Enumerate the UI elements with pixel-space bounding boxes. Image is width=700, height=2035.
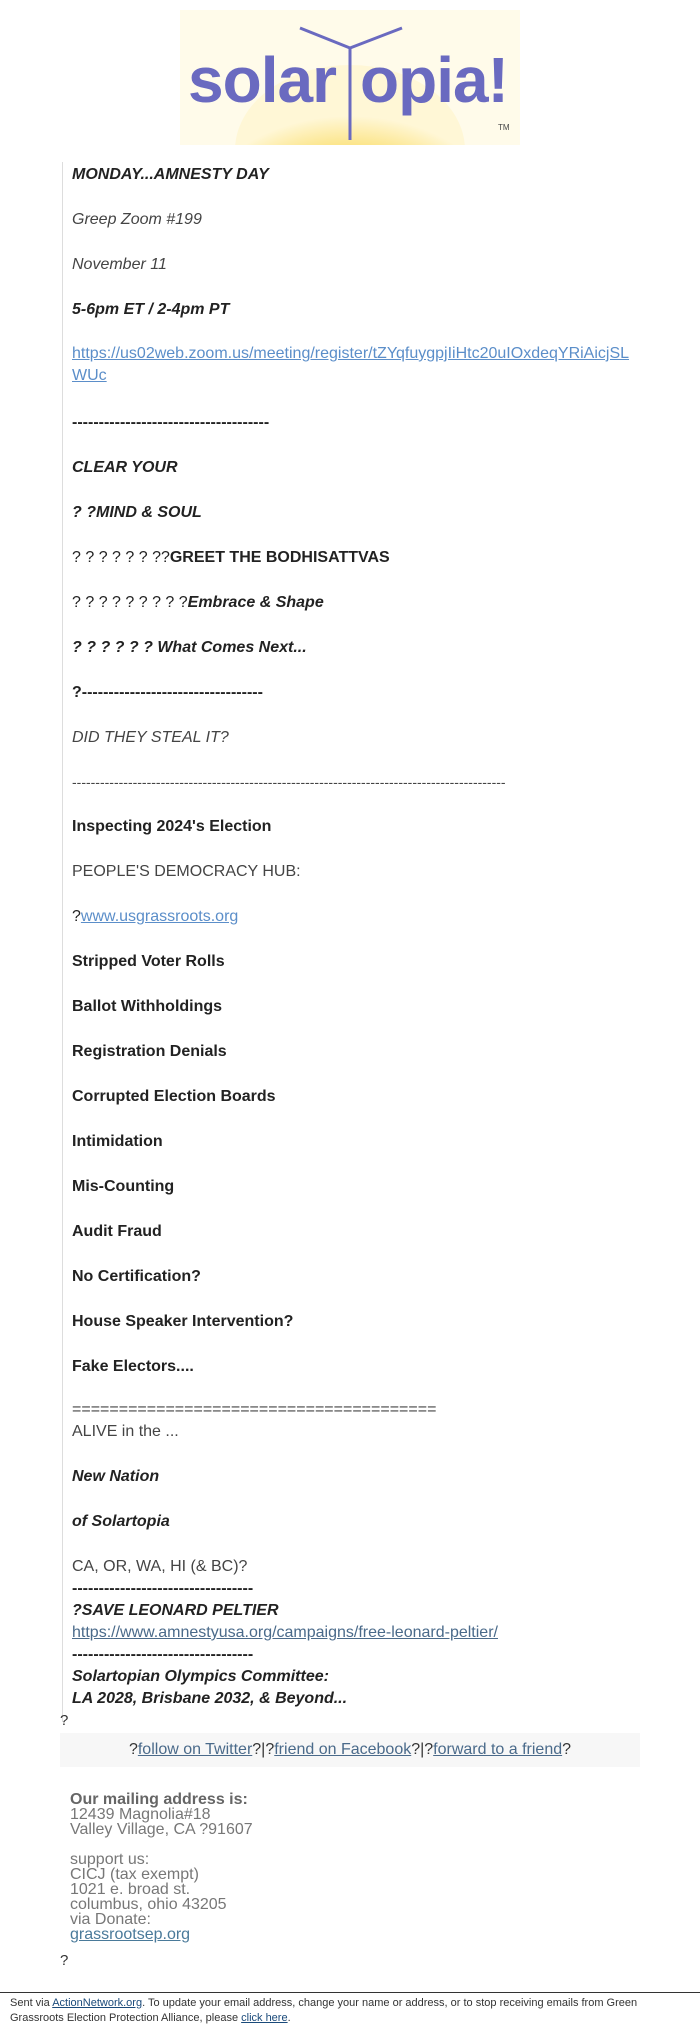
- line-monday: MONDAY...AMNESTY DAY: [72, 166, 269, 183]
- footer-end: .: [287, 2012, 291, 2024]
- usgrassroots-link[interactable]: www.usgrassroots.org: [80, 908, 239, 925]
- social-sep: ?|?: [252, 1741, 275, 1758]
- facebook-link[interactable]: friend on Facebook: [274, 1741, 412, 1758]
- dash-4: ----------------------------------: [72, 1580, 254, 1597]
- list-item: Mis-Counting: [72, 1178, 175, 1195]
- line-new-nation: New Nation: [72, 1468, 160, 1485]
- embrace-text: Embrace & Shape: [187, 594, 324, 611]
- line-zoom-number: Greep Zoom #199: [72, 211, 202, 228]
- unsubscribe-link[interactable]: click here: [241, 2012, 288, 2024]
- footer-pre: Sent via: [10, 1997, 53, 2009]
- stray-question-mark-2: ?: [60, 1952, 69, 1969]
- line-date: November 11: [72, 256, 167, 273]
- mailing-line2: Valley Village, CA ?91607: [70, 1821, 253, 1838]
- solartopia-logo: [180, 10, 520, 145]
- svg-text:TM: TM: [498, 123, 510, 132]
- support-city: columbus, ohio 43205: [70, 1896, 227, 1913]
- dash-1: -------------------------------------: [72, 414, 270, 431]
- line-mind: ? ?MIND & SOUL: [72, 504, 202, 521]
- mailing-line1: 12439 Magnolia#18: [70, 1806, 211, 1823]
- footer-mid: . To update your email address, change your name or address, or to stop receiving emails from Green Grassroots Election Protection Alliance, please: [10, 1997, 638, 2024]
- embrace-prefix: ? ? ? ? ? ? ? ? ?: [72, 594, 188, 611]
- line-hub: PEOPLE'S DEMOCRACY HUB:: [72, 863, 301, 880]
- social-pre: ?: [128, 1741, 138, 1758]
- line-states: CA, OR, WA, HI (& BC)?: [72, 1558, 248, 1575]
- social-sep: ?|?: [411, 1741, 434, 1758]
- line-next: ? ? ? ? ? ? What Comes Next...: [72, 639, 307, 656]
- line-of-solartopia: of Solartopia: [72, 1513, 170, 1530]
- mailing-heading: Our mailing address is:: [70, 1791, 248, 1808]
- hub-prefix: ?: [72, 908, 81, 925]
- line-olympics-1: Solartopian Olympics Committee:: [72, 1668, 329, 1685]
- support-via: via Donate:: [70, 1911, 151, 1928]
- donate-link-row: [70, 1927, 190, 1942]
- list-item: Stripped Voter Rolls: [72, 953, 225, 970]
- list-item: Fake Electors....: [72, 1358, 194, 1375]
- list-item: No Certification?: [72, 1268, 201, 1285]
- line-save-link: [72, 1622, 672, 1644]
- forward-link[interactable]: forward to a friend: [433, 1741, 563, 1758]
- list-item: Registration Denials: [72, 1043, 227, 1060]
- line-alive: ALIVE in the ...: [72, 1423, 179, 1440]
- line-olympics-2: LA 2028, Brisbane 2032, & Beyond...: [72, 1690, 348, 1707]
- greet-text: GREET THE BODHISATTVAS: [169, 549, 390, 566]
- line-greet: [72, 547, 672, 569]
- list-item: Audit Fraud: [72, 1223, 162, 1240]
- footer-divider: [0, 1992, 700, 1993]
- actionnetwork-link[interactable]: ActionNetwork.org: [52, 1997, 143, 2009]
- peltier-link[interactable]: https://www.amnestyusa.org/campaigns/free-leonard-peltier/: [72, 1624, 498, 1641]
- line-time: 5-6pm ET / 2-4pm PT: [72, 301, 230, 318]
- equals-line: =======================================: [72, 1401, 437, 1418]
- footer: [10, 1996, 670, 2026]
- line-save: ?SAVE LEONARD PELTIER: [72, 1602, 279, 1619]
- support-org: CICJ (tax exempt): [70, 1866, 199, 1883]
- zoom-register-link[interactable]: https://us02web.zoom.us/meeting/register/tZYqfuygpjIiHtc20uIOxdeqYRiAicjSLWUc: [72, 345, 630, 384]
- dash-3: ---------------------------------------------------------------------------------------------: [72, 774, 506, 790]
- grassrootsep-link[interactable]: grassrootsep.org: [70, 1926, 191, 1943]
- line-embrace: [72, 592, 672, 614]
- dash-2: ?----------------------------------: [72, 684, 263, 701]
- left-border: [62, 162, 63, 1722]
- twitter-link[interactable]: follow on Twitter: [137, 1741, 253, 1758]
- list-item: House Speaker Intervention?: [72, 1313, 294, 1330]
- stray-question-mark: ?: [60, 1712, 69, 1729]
- line-steal: DID THEY STEAL IT?: [72, 729, 229, 746]
- line-clear: CLEAR YOUR: [72, 459, 178, 476]
- line-hub-link: [72, 906, 672, 928]
- dash-5: ----------------------------------: [72, 1646, 254, 1663]
- list-item: Intimidation: [72, 1133, 163, 1150]
- list-item: Ballot Withholdings: [72, 998, 223, 1015]
- greet-prefix: ? ? ? ? ? ? ??: [72, 549, 170, 566]
- support-street: 1021 e. broad st.: [70, 1881, 191, 1898]
- social-bar: [60, 1733, 640, 1767]
- header: [0, 0, 700, 150]
- svg-text:opia!: opia!: [360, 44, 508, 116]
- list-item: Corrupted Election Boards: [72, 1088, 276, 1105]
- line-inspect: Inspecting 2024's Election: [72, 818, 272, 835]
- svg-text:solar: solar: [188, 44, 336, 116]
- support-label: support us:: [70, 1851, 150, 1868]
- zoom-link[interactable]: [72, 343, 642, 387]
- social-post: ?: [562, 1741, 572, 1758]
